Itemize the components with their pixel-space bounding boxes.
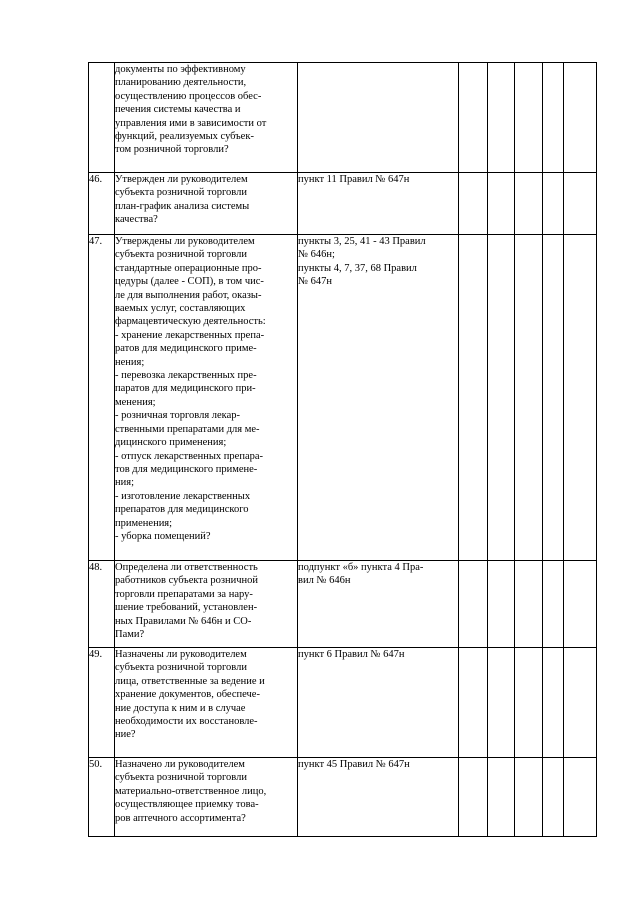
question-line: материально-ответственное лицо, <box>115 785 267 797</box>
answer-na-cell <box>515 561 543 648</box>
table-row <box>89 758 597 837</box>
row-number: 50. <box>89 758 115 837</box>
legal-reference-cell <box>298 235 459 561</box>
row-number: 49. <box>89 648 115 758</box>
question-line: стандартные операционные про- <box>115 262 262 274</box>
question-line: лица, ответственные за ведение и <box>115 675 265 687</box>
answer-na-cell <box>515 758 543 837</box>
answer-extra-cell <box>543 173 564 235</box>
notes-cell <box>564 63 597 173</box>
question-line: паратов для медицинского при- <box>115 383 256 395</box>
legal-reference-line: вил № 646н <box>298 575 351 587</box>
answer-no-cell <box>488 648 515 758</box>
question-cell <box>115 648 298 758</box>
question-line: ние доступа к ним и в случае <box>115 702 246 714</box>
question-cell <box>115 235 298 561</box>
checklist-rows <box>89 63 597 837</box>
answer-extra-cell <box>543 648 564 758</box>
question-line: Утвержден ли руководителем <box>115 174 248 185</box>
question-cell <box>115 561 298 648</box>
answer-yes-cell <box>459 63 488 173</box>
question-line: ле для выполнения работ, оказы- <box>115 289 262 301</box>
question-line: - уборка помещений? <box>115 530 211 542</box>
notes-cell <box>564 758 597 837</box>
question-line: осуществлению процессов обес- <box>115 90 262 102</box>
legal-reference-cell <box>298 648 459 758</box>
question-line: ния; <box>115 477 134 489</box>
question-cell <box>115 63 298 173</box>
answer-na-cell <box>515 235 543 561</box>
question-line: торговли препаратами за нару- <box>115 588 253 600</box>
question-line: - хранение лекарственных препа- <box>115 329 265 341</box>
question-line: Утверждены ли руководителем <box>115 236 255 247</box>
row-number: 47. <box>89 235 115 561</box>
row-number: 48. <box>89 561 115 648</box>
question-cell <box>115 173 298 235</box>
question-line: фармацевтическую деятельность: <box>115 316 266 328</box>
question-line: - розничная торговля лекар- <box>115 410 241 422</box>
answer-na-cell <box>515 63 543 173</box>
question-line: - отпуск лекарственных препара- <box>115 450 264 462</box>
legal-reference-cell <box>298 173 459 235</box>
answer-no-cell <box>488 235 515 561</box>
legal-reference-cell <box>298 63 459 173</box>
question-line: субъекта розничной торговли <box>115 662 247 674</box>
answer-extra-cell <box>543 235 564 561</box>
legal-reference-line: подпункт «б» пункта 4 Пра- <box>298 562 424 573</box>
answer-no-cell <box>488 173 515 235</box>
question-line: хранение документов, обеспече- <box>115 689 260 701</box>
answer-yes-cell <box>459 561 488 648</box>
answer-extra-cell <box>543 63 564 173</box>
question-line: тов для медицинского примене- <box>115 463 258 475</box>
question-line: необходимости их восстановле- <box>115 716 258 728</box>
legal-reference-cell <box>298 758 459 837</box>
question-line: осуществляющее приемку това- <box>115 799 259 811</box>
question-line: планированию деятельности, <box>115 77 247 89</box>
question-line: ратов для медицинского приме- <box>115 343 257 355</box>
question-line: функций, реализуемых субъек- <box>115 131 254 143</box>
table-row <box>89 561 597 648</box>
question-line: Назначено ли руководителем <box>115 759 245 770</box>
table-row <box>89 648 597 758</box>
answer-no-cell <box>488 561 515 648</box>
row-number <box>89 63 115 173</box>
question-line: шение требований, установлен- <box>115 602 258 614</box>
answer-yes-cell <box>459 173 488 235</box>
answer-extra-cell <box>543 561 564 648</box>
legal-reference-line: пункты 4, 7, 37, 68 Правил <box>298 262 417 274</box>
legal-reference-line: пункт 6 Правил № 647н <box>298 649 405 660</box>
question-line: Назначены ли руководителем <box>115 649 247 660</box>
notes-cell <box>564 561 597 648</box>
notes-cell <box>564 648 597 758</box>
legal-reference-cell <box>298 561 459 648</box>
question-line: применения; <box>115 517 173 529</box>
question-line: менения; <box>115 396 156 408</box>
question-line: субъекта розничной торговли <box>115 772 247 784</box>
legal-reference-line: пункты 3, 25, 41 - 43 Правил <box>298 236 426 247</box>
question-line: работников субъекта розничной <box>115 575 259 587</box>
question-line: документы по эффективному <box>115 64 246 75</box>
question-line: ров аптечного ассортимента? <box>115 812 246 824</box>
table-row <box>89 173 597 235</box>
question-line: - перевозка лекарственных пре- <box>115 370 257 382</box>
question-cell <box>115 758 298 837</box>
answer-yes-cell <box>459 235 488 561</box>
question-line: препаратов для медицинского <box>115 504 249 516</box>
notes-cell <box>564 235 597 561</box>
question-line: - изготовление лекарственных <box>115 490 251 502</box>
question-line: нения; <box>115 356 145 368</box>
question-line: управления ими в зависимости от <box>115 117 267 129</box>
question-line: цедуры (далее - СОП), в том чис- <box>115 276 264 288</box>
legal-reference-line: № 646н; <box>298 249 335 261</box>
legal-reference-line: пункт 45 Правил № 647н <box>298 759 410 770</box>
question-line: ние? <box>115 729 136 741</box>
answer-yes-cell <box>459 758 488 837</box>
answer-na-cell <box>515 173 543 235</box>
row-number: 46. <box>89 173 115 235</box>
answer-no-cell <box>488 63 515 173</box>
question-line: план-график анализа системы <box>115 200 250 212</box>
question-line: ственными препаратами для ме- <box>115 423 260 435</box>
answer-no-cell <box>488 758 515 837</box>
question-line: том розничной торговли? <box>115 144 229 156</box>
question-line: субъекта розничной торговли <box>115 249 247 261</box>
table-row <box>89 235 597 561</box>
legal-reference-line: пункт 11 Правил № 647н <box>298 174 410 185</box>
answer-extra-cell <box>543 758 564 837</box>
notes-cell <box>564 173 597 235</box>
question-line: ных Правилами № 646н и СО- <box>115 615 252 627</box>
question-line: субъекта розничной торговли <box>115 187 247 199</box>
answer-yes-cell <box>459 648 488 758</box>
answer-na-cell <box>515 648 543 758</box>
question-line: Пами? <box>115 629 145 641</box>
legal-reference-line: № 647н <box>298 276 333 288</box>
question-line: дицинского применения; <box>115 437 227 449</box>
question-line: Определена ли ответственность <box>115 562 258 573</box>
checklist-table <box>88 62 597 837</box>
question-line: печения системы качества и <box>115 104 241 116</box>
question-line: качества? <box>115 214 158 226</box>
question-line: ваемых услуг, составляющих <box>115 303 246 315</box>
table-row <box>89 63 597 173</box>
